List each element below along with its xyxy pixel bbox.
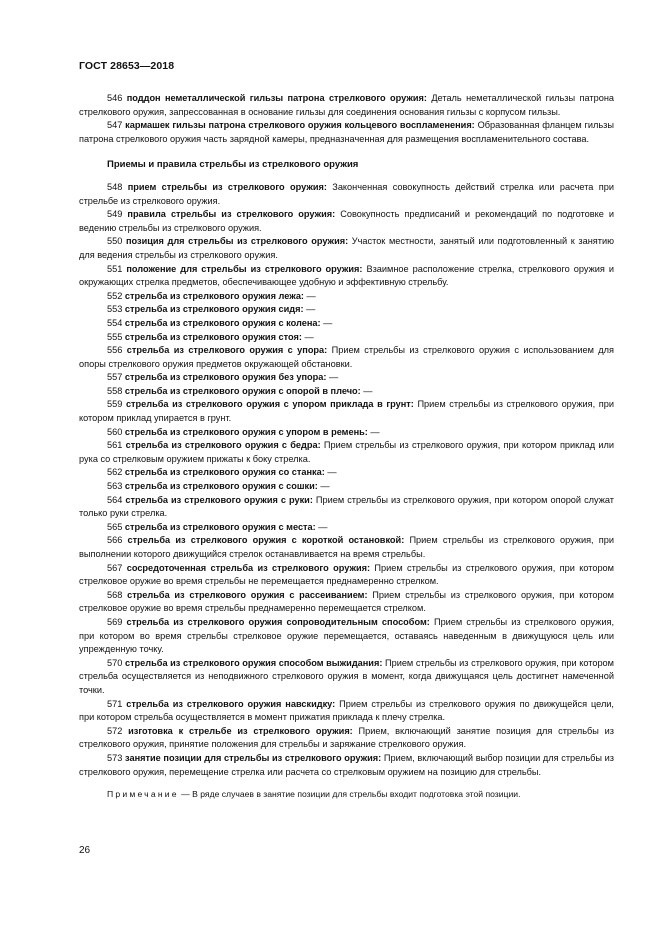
term-number: 563: [107, 481, 123, 492]
term-entry: [79, 371, 614, 385]
section-title: Приемы и правила стрельбы из стрелкового оружия: [107, 159, 359, 171]
term-name: стрельба из стрелкового оружия с места:: [124, 521, 316, 532]
term-name: сосредоточенная стрельба из стрелкового оружия:: [126, 562, 371, 573]
page-number: 26: [79, 845, 91, 856]
term-definition: —: [303, 304, 316, 315]
term-number: 572: [107, 725, 123, 736]
term-entry: [79, 480, 614, 494]
term-entry: [79, 466, 614, 480]
term-definition: Прием стрельбы из стрелкового оружия, при котором стрелковое оружие во время стрельбы не перемещается преднамеренно стрелком.: [79, 562, 614, 587]
term-number: 559: [107, 399, 123, 410]
term-number: 554: [107, 317, 123, 328]
term-number: 558: [107, 385, 123, 396]
term-definition: —: [320, 317, 333, 328]
term-number: 550: [107, 236, 123, 247]
document-header: ГОСТ 28653—2018: [79, 60, 175, 72]
term-definition: Прием стрельбы из стрелкового оружия по движущейся цели, при котором стрельба осуществляется в момент прижатия приклада к плечу стрелка.: [79, 698, 614, 723]
term-number: 557: [107, 372, 123, 383]
term-entry: [79, 398, 614, 425]
term-name: прием стрельбы из стрелкового оружия:: [127, 181, 327, 192]
term-name: стрельба из стрелкового оружия с сошки:: [124, 481, 318, 492]
term-number: 566: [107, 535, 123, 546]
term-entry: [79, 344, 614, 371]
term-definition: Деталь неметаллической гильзы патрона стрелкового оружия, запрессованная в основание гильзы для соединения основания гильзы с корпусом гильзы.: [79, 93, 614, 117]
term-number: 565: [107, 521, 123, 532]
term-number: 553: [107, 304, 123, 315]
term-entry: [79, 698, 614, 725]
term-name: стрельба из стрелкового оружия с упором в ремень:: [124, 426, 368, 437]
term-definition: —: [324, 467, 337, 478]
term-name: позиция для стрельбы из стрелкового оружия:: [125, 236, 349, 247]
term-name: стрельба из стрелкового оружия с короткой остановкой:: [127, 535, 405, 546]
term-entry: [79, 521, 614, 535]
term-name: стрельба из стрелкового оружия с опорой в плечо:: [124, 385, 361, 396]
term-definition: Прием стрельбы из стрелкового оружия, при котором стрелковое оружие во время стрельбы преднамеренно перемещается стрелком.: [79, 589, 614, 614]
term-number: 547: [107, 120, 123, 131]
term-entry: [79, 589, 614, 616]
term-definition: —: [315, 521, 328, 532]
note-text: — В ряде случаев в занятие позиции для стрельбы входит подготовка этой позиции.: [178, 789, 521, 800]
term-number: 573: [107, 752, 123, 763]
note-label: Примечание: [107, 789, 179, 800]
term-number: 546: [107, 93, 123, 103]
note: [79, 788, 614, 802]
term-entry: [79, 439, 614, 466]
term-definition: Прием стрельбы из стрелкового оружия, при выполнении которого движущийся стрелок останавливается на время стрельбы.: [79, 535, 615, 559]
term-definition: —: [301, 331, 314, 342]
term-definition: —: [317, 481, 330, 492]
term-name: стрельба из стрелкового оружия стоя:: [124, 331, 302, 342]
term-name: стрельба из стрелкового оружия с рассеиванием:: [127, 589, 368, 600]
term-number: 560: [107, 426, 123, 437]
term-definition: —: [367, 426, 380, 437]
term-name: поддон неметаллической гильзы патрона стрелкового оружия:: [126, 93, 427, 103]
term-name: стрельба из стрелкового оружия с упором приклада в грунт:: [125, 399, 414, 410]
term-number: 571: [107, 698, 123, 709]
term-entry: [79, 562, 614, 589]
term-name: стрельба из стрелкового оружия с бедра:: [125, 440, 321, 451]
term-number: 551: [107, 263, 123, 274]
term-name: занятие позиции для стрельбы из стрелкового оружия:: [125, 752, 382, 763]
term-name: изготовка к стрельбе из стрелкового оружия:: [128, 725, 353, 736]
term-definition: Прием стрельбы из стрелкового оружия, при котором приклад упирается в грунт.: [79, 399, 614, 424]
term-entry: [79, 616, 614, 657]
term-name: стрельба из стрелкового оружия сидя:: [124, 304, 304, 315]
term-name: стрельба из стрелкового оружия навскидку:: [126, 698, 336, 709]
term-number: 548: [107, 181, 123, 192]
term-definition: Законченная совокупность действий стрелка или расчета при стрельбе из стрелкового оружия.: [79, 181, 614, 206]
document-body: [79, 92, 614, 802]
term-definition: —: [360, 385, 373, 396]
term-definition: Образованная фланцем гильзы патрона стрелкового оружия часть зарядной камеры, предназначенная для размещения воспламенительного состава.: [79, 120, 614, 144]
term-definition: Совокупность предписаний и рекомендаций по подготовке и ведению стрельбы из стрелкового оружия.: [79, 209, 614, 233]
term-definition: Прием стрельбы из стрелкового оружия, при котором стрельба осуществляется из неподвижного стрелкового оружия в момент, когда движущаяся цель достигнет намеченной точки.: [79, 657, 614, 695]
term-name: стрельба из стрелкового оружия с колена:: [124, 317, 321, 328]
term-entry: [79, 119, 614, 146]
term-name: стрельба из стрелкового оружия с руки:: [125, 494, 313, 505]
term-entry: [79, 534, 614, 561]
term-entry: [79, 317, 614, 331]
term-name: стрельба из стрелкового оружия без упора:: [124, 372, 327, 383]
term-entry: [79, 235, 614, 262]
term-entry: [79, 331, 614, 345]
term-definition: —: [304, 290, 316, 301]
term-number: 570: [107, 657, 123, 668]
term-number: 552: [107, 290, 123, 301]
term-definition: Прием стрельбы из стрелкового оружия, при котором во время стрельбы стрелковое оружие перемещается, оставаясь наведенным в движущуюся цель или упрежденную точку.: [79, 616, 614, 655]
term-number: 556: [107, 345, 123, 356]
term-name: положение для стрельбы из стрелкового оружия:: [126, 263, 363, 274]
term-number: 561: [107, 440, 123, 451]
term-definition: —: [326, 372, 339, 383]
term-definition: Участок местности, занятый или подготовленный к занятию для ведения стрельбы из стрелкового оружия.: [79, 236, 615, 260]
term-entry: [79, 752, 614, 779]
term-number: 569: [107, 616, 123, 627]
term-entry: [79, 92, 614, 119]
term-name: стрельба из стрелкового оружия лежа:: [124, 290, 304, 301]
term-entry: [79, 385, 614, 399]
term-definition: Прием стрельбы из стрелкового оружия, при котором опорой служат только руки стрелка.: [79, 494, 614, 519]
term-name: стрельба из стрелкового оружия сопроводительным способом:: [126, 616, 430, 627]
term-entry: [79, 426, 614, 440]
term-entry: [79, 290, 614, 304]
term-name: стрельба из стрелкового оружия с упора:: [126, 345, 328, 356]
term-name: правила стрельбы из стрелкового оружия:: [127, 209, 336, 220]
term-number: 568: [107, 589, 123, 600]
term-definition: Прием стрельбы из стрелкового оружия, при котором приклад или рука со стрелковым оружием прижаты к боку стрелка.: [79, 440, 614, 464]
term-number: 567: [107, 562, 123, 573]
term-entry: [79, 494, 614, 521]
term-definition: Прием, включающий занятие позиция для стрельбы из стрелкового оружия, принятие положения для стрельбы и заряжание стрелкового оружия.: [79, 725, 614, 750]
term-group-2: [79, 181, 614, 779]
term-number: 564: [107, 494, 123, 505]
term-definition: Прием, включающий выбор позиции для стрельбы из стрелкового оружия, перемещение стрелка или расчета со стрелковым оружием на позицию для стрельбы.: [79, 752, 614, 777]
term-name: кармашек гильзы патрона стрелкового оружия кольцевого воспламенения:: [125, 120, 475, 131]
term-entry: [79, 208, 614, 235]
term-entry: [79, 303, 614, 317]
term-entry: [79, 657, 614, 698]
term-number: 562: [107, 467, 123, 478]
term-entry: [79, 181, 614, 208]
term-definition: Взаимное расположение стрелка, стрелкового оружия и окружающих стрелка предметов, обеспечивающее удобную и эффективную стрельбу.: [79, 263, 614, 288]
term-definition: Прием стрельбы из стрелкового оружия с использованием для опоры стрелкового оружия предметов окружающей обстановки.: [79, 345, 614, 369]
term-name: стрельба из стрелкового оружия со станка:: [124, 467, 325, 478]
term-entry: [79, 725, 614, 752]
term-number: 549: [107, 209, 123, 220]
term-name: стрельба из стрелкового оружия способом выжидания:: [124, 657, 383, 668]
term-number: 555: [107, 331, 123, 342]
term-entry: [79, 263, 614, 290]
term-group-1: [79, 92, 614, 146]
